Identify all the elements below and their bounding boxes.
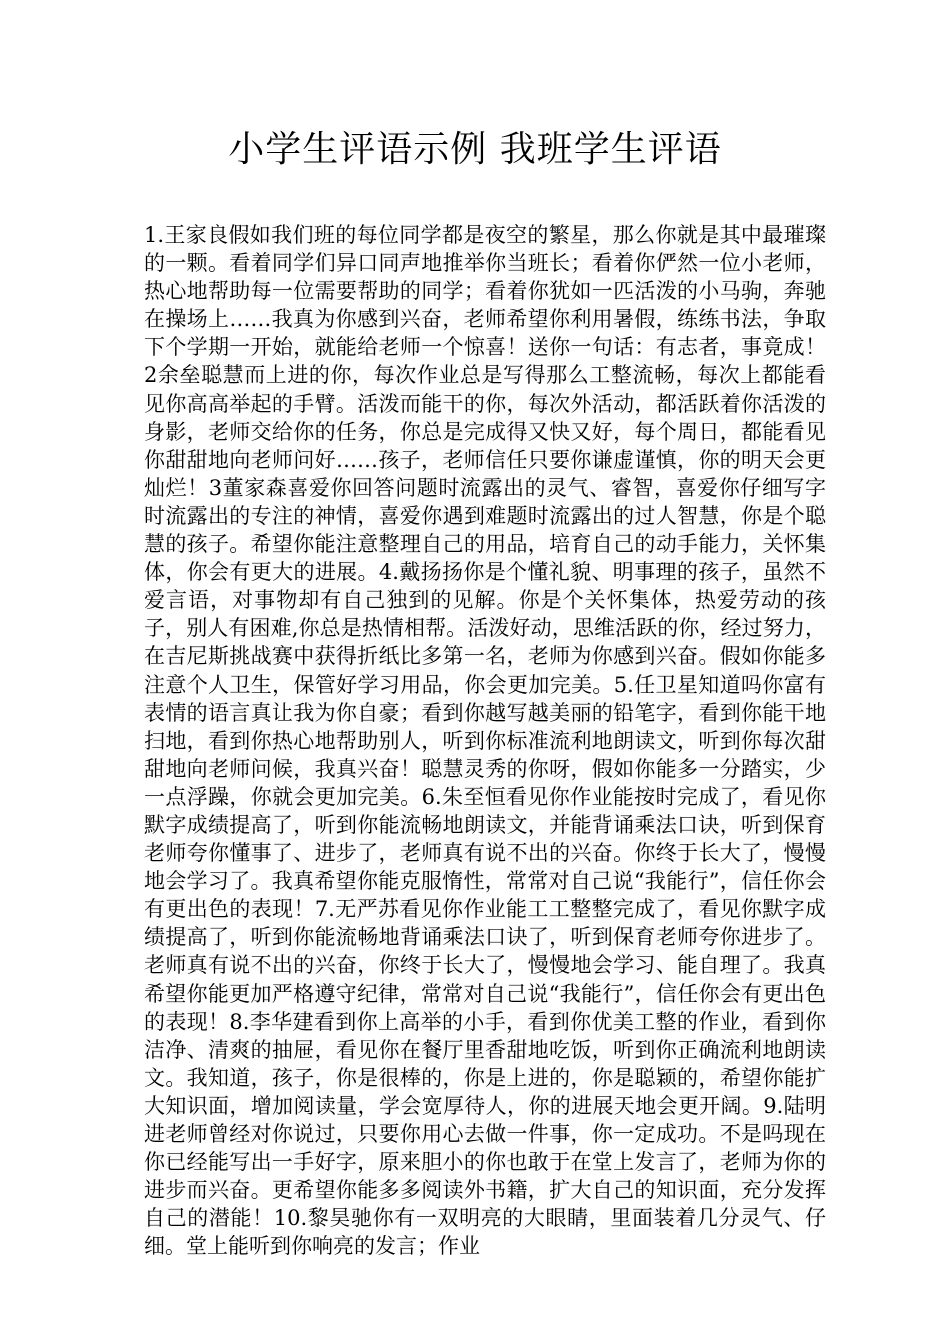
document-body-text: 1.王家良假如我们班的每位同学都是夜空的繁星，那么你就是其中最璀璨的一颗。看着同学们异口同声地推举你当班长；看着你俨然一位小老师，热心地帮助每一位需要帮助的同学；看着你犹如一匹活泼的小马驹，奔驰在操场上……我真为你感到兴奋，老师希望你利用暑假，练练书法，争取下个学期一开始，就能给老师一个惊喜！送你一句话：有志者，事竟成！2余垒聪慧而上进的你，每次作业总是写得那么工整流畅，每次上都能看见你高高举起的手臂。活泼而能干的你，每次外活动，都活跃着你活泼的身影，老师交给你的任务，你总是完成得又快又好，每个周日，都能看见你甜甜地向老师问好……孩子，老师信任只要你谦虚谨慎，你的明天会更灿烂！3董家森喜爱你回答问题时流露出的灵气、睿智，喜爱你仔细写字时流露出的专注的神情，喜爱你遇到难题时流露出的过人智慧，你是个聪慧的孩子。希望你能注意整理自己的用品，培育自己的动手能力，关怀集体，你会有更大的进展。4.戴扬扬你是个懂礼貌、明事理的孩子，虽然不爱言语，对事物却有自己独到的见解。你是个关怀集体，热爱劳动的孩子，别人有困难,你总是热情相帮。活泼好动，思维活跃的你，经过努力，在吉尼斯挑战赛中获得折纸比多第一名，老师为你感到兴奋。假如你能多注意个人卫生，保管好学习用品，你会更加完美。5.任卫星知道吗你富有表情的语言真让我为你自豪；看到你越写越美丽的铅笔字，看到你能干地扫地，看到你热心地帮助别人，听到你标准流利地朗读文，听到你每次甜甜地向老师问候，我真兴奋！聪慧灵秀的你呀，假如你能多一分踏实，少一点浮躁，你就会更加完美。6.朱至恒看见你作业能按时完成了，看见你默字成绩提高了，听到你能流畅地朗读文，并能背诵乘法口诀，听到保育老师夸你懂事了、进步了，老师真有说不出的兴奋。你终于长大了，慢慢地会学习了。我真希望你能克服惰性，常常对自己说“我能行”，信任你会有更出色的表现！7.无严苏看见你作业能工工整整完成了，看见你默字成绩提高了，听到你能流畅地背诵乘法口诀了，听到保育老师夸你进步了。老师真有说不出的兴奋，你终于长大了，慢慢地会学习、能自理了。我真希望你能更加严格遵守纪律，常常对自己说“我能行”，信任你会有更出色的表现！8.李华建看到你上高举的小手，看到你优美工整的作业，看到你洁净、清爽的抽屉，看见你在餐厅里香甜地吃饭，听到你正确流利地朗读文。我知道，孩子，你是很棒的，你是上进的，你是聪颖的，希望你能扩大知识面，增加阅读量，学会宽厚待人，你的进展天地会更开阔。9.陆明进老师曾经对你说过，只要你用心去做一件事，你一定成功。不是吗现在你已经能写出一手好字，原来胆小的你也敢于在堂上发言了，老师为你的进步而兴奋。更希望你能多多阅读外书籍，扩大自己的知识面，充分发挥自己的潜能！10.黎昊驰你有一双明亮的大眼睛，里面装着几分灵气、仔细。堂上能听到你响亮的发言；作业	[144, 223, 826, 1259]
document-title: 小学生评语示例 我班学生评语	[228, 129, 722, 170]
